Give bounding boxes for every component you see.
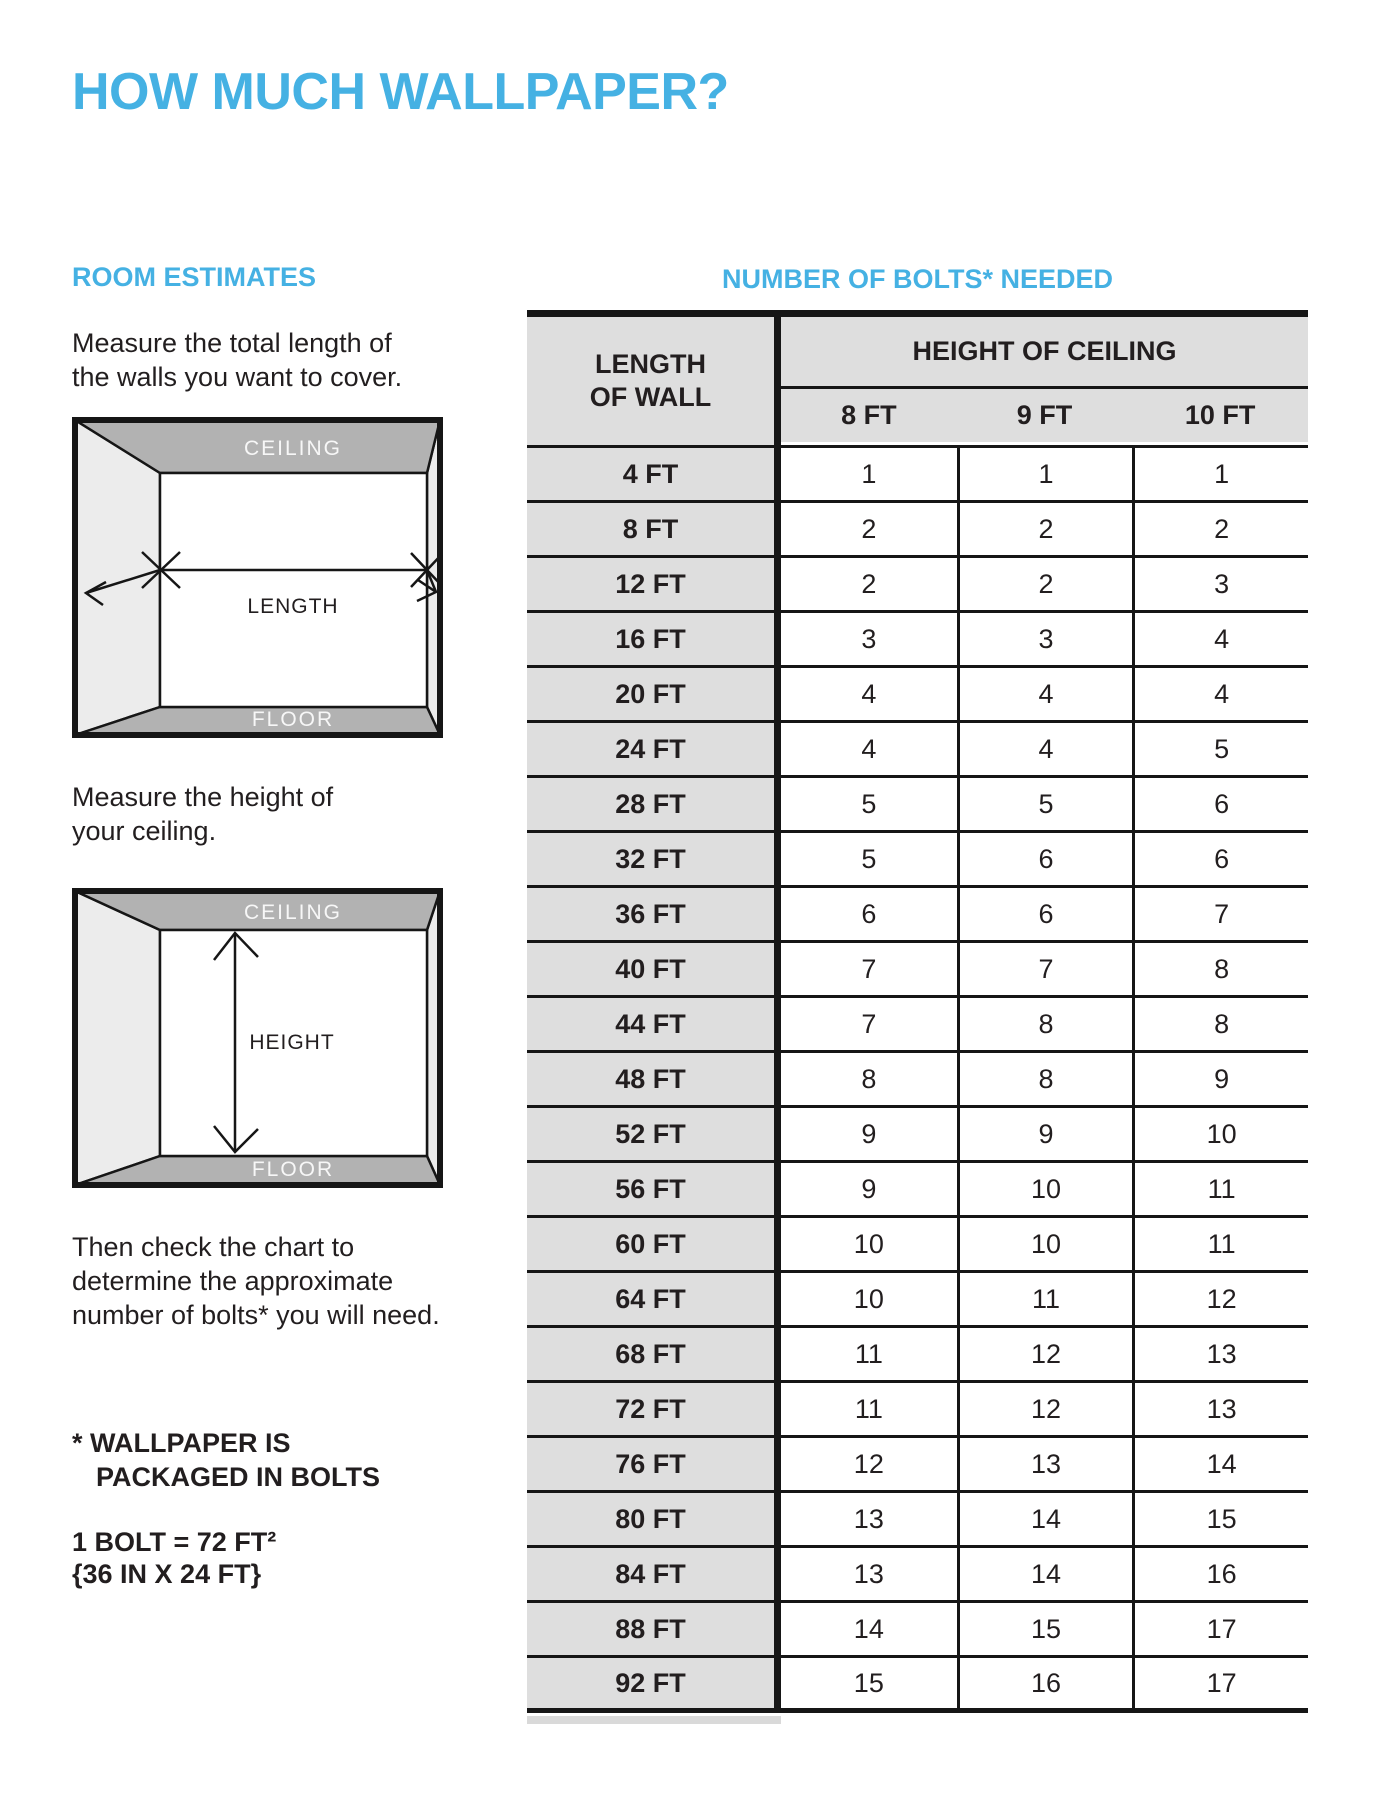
bolt-count-cell: 10 bbox=[957, 1163, 1133, 1215]
wall-length-label: 32 FT bbox=[527, 833, 781, 885]
instruction-line: determine the approximate bbox=[72, 1266, 394, 1296]
bolt-count-cell: 17 bbox=[1132, 1603, 1308, 1655]
wall-length-label: 56 FT bbox=[527, 1163, 781, 1215]
height-of-ceiling-header: HEIGHT OF CEILING bbox=[781, 317, 1308, 389]
bolt-count-cell: 5 bbox=[957, 778, 1133, 830]
instruction-line: the walls you want to cover. bbox=[72, 362, 403, 392]
room-height-diagram bbox=[72, 888, 443, 1188]
wall-length-label: 52 FT bbox=[527, 1108, 781, 1160]
table-row bbox=[527, 1053, 1308, 1108]
wall-length-label: 8 FT bbox=[527, 503, 781, 555]
wall-length-label: 48 FT bbox=[527, 1053, 781, 1105]
bolt-count-cell: 7 bbox=[781, 943, 957, 995]
instruction-line: Then check the chart to bbox=[72, 1232, 355, 1262]
wall-length-label: 64 FT bbox=[527, 1273, 781, 1325]
bolt-count-cell: 17 bbox=[1132, 1658, 1308, 1708]
table-row bbox=[527, 1273, 1308, 1328]
col-header-10ft: 10 FT bbox=[1184, 400, 1256, 430]
bolt-count-cell: 8 bbox=[957, 998, 1133, 1050]
instruction-measure-height bbox=[72, 780, 333, 848]
footnote-line: * WALLPAPER IS bbox=[72, 1428, 291, 1458]
table-row bbox=[527, 1108, 1308, 1163]
wall-length-label: 4 FT bbox=[527, 448, 781, 500]
bolt-count-cell: 10 bbox=[781, 1218, 957, 1270]
height-measure-label: HEIGHT bbox=[249, 1031, 335, 1054]
bolt-count-cell: 16 bbox=[1132, 1548, 1308, 1600]
bolt-count-cell: 9 bbox=[781, 1108, 957, 1160]
bolt-count-cell: 2 bbox=[781, 558, 957, 610]
bolt-count-cell: 6 bbox=[1132, 833, 1308, 885]
ceiling-label: CEILING bbox=[243, 901, 343, 924]
wall-length-label: 76 FT bbox=[527, 1438, 781, 1490]
bolt-count-cell: 12 bbox=[957, 1383, 1133, 1435]
table-row bbox=[527, 778, 1308, 833]
bolt-count-cell: 8 bbox=[957, 1053, 1133, 1105]
bolt-count-cell: 11 bbox=[1132, 1218, 1308, 1270]
table-row bbox=[527, 1438, 1308, 1493]
bolt-count-cell: 6 bbox=[1132, 778, 1308, 830]
bolt-size-info bbox=[72, 1526, 276, 1590]
bolt-count-cell: 12 bbox=[781, 1438, 957, 1490]
bolt-count-cell: 9 bbox=[1132, 1053, 1308, 1105]
length-measure-label: LENGTH bbox=[247, 595, 339, 618]
table-row bbox=[527, 1603, 1308, 1658]
bolt-count-cell: 7 bbox=[781, 998, 957, 1050]
wall-length-label: 36 FT bbox=[527, 888, 781, 940]
bolt-dimensions: {36 IN X 24 FT} bbox=[72, 1559, 262, 1589]
footnote-line: PACKAGED IN BOLTS bbox=[96, 1462, 381, 1492]
instruction-check-chart bbox=[72, 1230, 440, 1332]
wall-length-label: 88 FT bbox=[527, 1603, 781, 1655]
bolt-count-cell: 2 bbox=[957, 558, 1133, 610]
table-row bbox=[527, 613, 1308, 668]
instruction-line: Measure the height of bbox=[72, 782, 334, 812]
table-row bbox=[527, 833, 1308, 888]
floor-label: FLOOR bbox=[251, 1158, 335, 1181]
bolt-count-cell: 8 bbox=[1132, 998, 1308, 1050]
table-row bbox=[527, 668, 1308, 723]
table-row bbox=[527, 998, 1308, 1053]
ceiling-height-subheaders bbox=[781, 389, 1308, 442]
table-row bbox=[527, 503, 1308, 558]
wall-length-label: 84 FT bbox=[527, 1548, 781, 1600]
bolt-count-cell: 4 bbox=[957, 723, 1133, 775]
wall-length-label: 24 FT bbox=[527, 723, 781, 775]
bolt-count-cell: 5 bbox=[781, 833, 957, 885]
bolt-count-cell: 4 bbox=[781, 668, 957, 720]
bolt-count-cell: 7 bbox=[1132, 888, 1308, 940]
bolt-count-cell: 15 bbox=[1132, 1493, 1308, 1545]
wall-length-label: 92 FT bbox=[527, 1658, 781, 1708]
wall-length-label: 80 FT bbox=[527, 1493, 781, 1545]
wall-length-label: 16 FT bbox=[527, 613, 781, 665]
table-row bbox=[527, 723, 1308, 778]
table-bottom-stub bbox=[527, 1716, 781, 1724]
bolt-count-cell: 2 bbox=[1132, 503, 1308, 555]
bolt-count-cell: 13 bbox=[781, 1493, 957, 1545]
instruction-line: your ceiling. bbox=[72, 816, 217, 846]
bolt-count-cell: 8 bbox=[781, 1053, 957, 1105]
bolt-count-cell: 14 bbox=[957, 1493, 1133, 1545]
table-row bbox=[527, 888, 1308, 943]
bolt-count-cell: 16 bbox=[957, 1658, 1133, 1708]
bolt-count-cell: 5 bbox=[781, 778, 957, 830]
bolt-count-cell: 6 bbox=[957, 888, 1133, 940]
header-line: LENGTH bbox=[595, 349, 706, 379]
header-line: OF WALL bbox=[589, 382, 712, 412]
bolt-count-cell: 4 bbox=[1132, 613, 1308, 665]
wall-length-label: 28 FT bbox=[527, 778, 781, 830]
bolt-count-cell: 13 bbox=[1132, 1328, 1308, 1380]
bolt-count-cell: 13 bbox=[957, 1438, 1133, 1490]
table-row bbox=[527, 1218, 1308, 1273]
bolt-count-cell: 14 bbox=[781, 1603, 957, 1655]
col-header-8ft: 8 FT bbox=[841, 400, 897, 430]
table-row bbox=[527, 558, 1308, 613]
bolt-count-cell: 14 bbox=[1132, 1438, 1308, 1490]
table-row bbox=[527, 1328, 1308, 1383]
room-estimates-heading: ROOM ESTIMATES bbox=[72, 262, 317, 292]
table-header bbox=[527, 317, 1308, 448]
bolt-count-cell: 1 bbox=[781, 448, 957, 500]
floor-label: FLOOR bbox=[251, 708, 335, 731]
bolt-count-cell: 5 bbox=[1132, 723, 1308, 775]
bolt-count-cell: 4 bbox=[957, 668, 1133, 720]
table-row bbox=[527, 1658, 1308, 1713]
bolts-needed-heading: NUMBER OF BOLTS* NEEDED bbox=[721, 264, 1113, 294]
bolt-count-cell: 11 bbox=[781, 1328, 957, 1380]
bolt-count-cell: 3 bbox=[781, 613, 957, 665]
col-header-9ft: 9 FT bbox=[1016, 400, 1073, 430]
bolt-count-cell: 1 bbox=[1132, 448, 1308, 500]
instruction-measure-length bbox=[72, 326, 402, 394]
page-title: HOW MUCH WALLPAPER? bbox=[72, 63, 729, 121]
bolt-count-cell: 12 bbox=[1132, 1273, 1308, 1325]
bolt-count-cell: 9 bbox=[957, 1108, 1133, 1160]
table-row bbox=[527, 1548, 1308, 1603]
wall-length-label: 12 FT bbox=[527, 558, 781, 610]
table-row bbox=[527, 1163, 1308, 1218]
instruction-line: number of bolts* you will need. bbox=[72, 1300, 440, 1330]
bolt-count-cell: 4 bbox=[1132, 668, 1308, 720]
table-top-border bbox=[527, 310, 1308, 317]
table-row bbox=[527, 1493, 1308, 1548]
bolt-count-cell: 6 bbox=[957, 833, 1133, 885]
bolt-count-cell: 4 bbox=[781, 723, 957, 775]
bolt-count-cell: 14 bbox=[957, 1548, 1133, 1600]
bolts-footnote bbox=[72, 1426, 380, 1494]
bolt-count-cell: 2 bbox=[957, 503, 1133, 555]
wall-length-label: 20 FT bbox=[527, 668, 781, 720]
length-of-wall-header bbox=[527, 317, 781, 445]
table-row bbox=[527, 448, 1308, 503]
bolt-count-cell: 10 bbox=[957, 1218, 1133, 1270]
wall-length-label: 72 FT bbox=[527, 1383, 781, 1435]
bolt-count-cell: 11 bbox=[957, 1273, 1133, 1325]
left-wall bbox=[75, 420, 160, 735]
bolt-count-cell: 13 bbox=[781, 1548, 957, 1600]
bolt-count-cell: 3 bbox=[957, 613, 1133, 665]
bolt-count-cell: 15 bbox=[781, 1658, 957, 1708]
wall-length-label: 40 FT bbox=[527, 943, 781, 995]
instruction-line: Measure the total length of bbox=[72, 328, 392, 358]
bolt-count-cell: 10 bbox=[1132, 1108, 1308, 1160]
bolt-count-cell: 13 bbox=[1132, 1383, 1308, 1435]
ceiling-label: CEILING bbox=[243, 437, 343, 460]
bolt-equation: 1 BOLT = 72 FT² bbox=[72, 1527, 277, 1557]
bolt-count-cell: 12 bbox=[957, 1328, 1133, 1380]
left-wall bbox=[75, 891, 160, 1185]
table-body bbox=[527, 448, 1308, 1713]
bolt-count-cell: 11 bbox=[1132, 1163, 1308, 1215]
wall-length-label: 68 FT bbox=[527, 1328, 781, 1380]
ceiling-height-header-group bbox=[781, 317, 1308, 445]
bolt-count-cell: 6 bbox=[781, 888, 957, 940]
bolt-count-cell: 7 bbox=[957, 943, 1133, 995]
bolt-count-cell: 2 bbox=[781, 503, 957, 555]
wall-length-label: 60 FT bbox=[527, 1218, 781, 1270]
bolt-count-cell: 1 bbox=[957, 448, 1133, 500]
room-length-diagram bbox=[72, 417, 443, 738]
bolt-count-cell: 3 bbox=[1132, 558, 1308, 610]
bolt-count-cell: 10 bbox=[781, 1273, 957, 1325]
bolt-count-cell: 11 bbox=[781, 1383, 957, 1435]
back-wall bbox=[160, 473, 427, 707]
table-row bbox=[527, 943, 1308, 998]
bolt-count-cell: 8 bbox=[1132, 943, 1308, 995]
bolt-count-cell: 15 bbox=[957, 1603, 1133, 1655]
bolt-count-cell: 9 bbox=[781, 1163, 957, 1215]
table-row bbox=[527, 1383, 1308, 1438]
wall-length-label: 44 FT bbox=[527, 998, 781, 1050]
